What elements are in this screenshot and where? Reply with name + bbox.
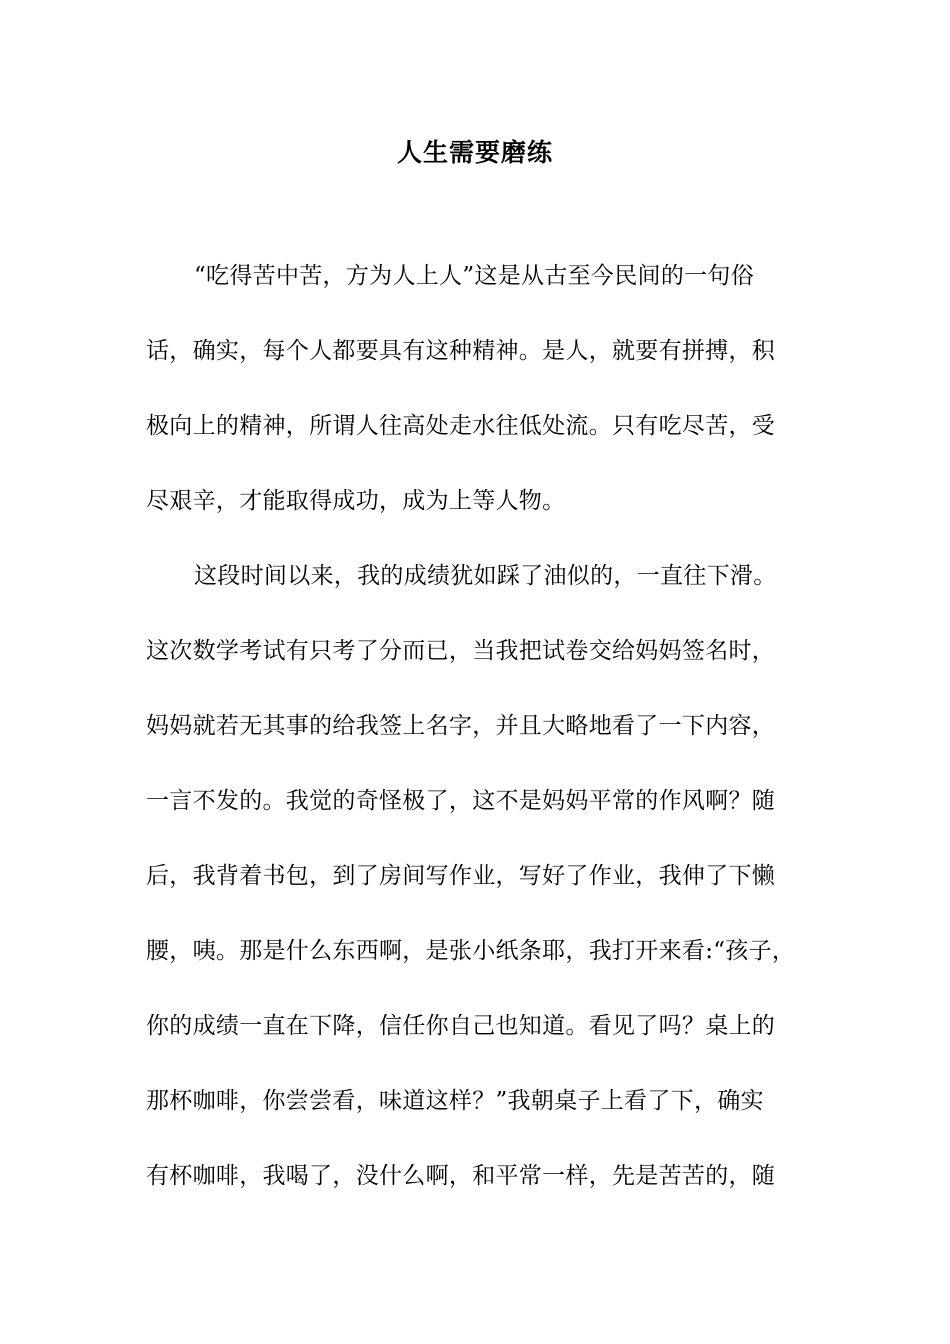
- paragraph-1-line-4: 尽艰辛，才能取得成功，成为上等人物。: [146, 488, 566, 514]
- paragraph-2-line-2: 这次数学考试有只考了分而已，当我把试卷交给妈妈签名时，: [146, 638, 776, 664]
- paragraph-2-line-8: 那杯咖啡，你尝尝看，味道这样？”我朝桌子上看了下，确实: [146, 1088, 764, 1114]
- paragraph-2-line-4: 一言不发的。我觉的奇怪极了，这不是妈妈平常的作风啊？随: [146, 788, 776, 814]
- paragraph-2-line-5: 后，我背着书包，到了房间写作业，写好了作业，我伸了下懒: [146, 863, 776, 889]
- paragraph-2-line-6: 腰，咦。那是什么东西啊，是张小纸条耶，我打开来看:“孩子，: [146, 938, 796, 964]
- paragraph-2-line-1: 这段时间以来，我的成绩犹如踩了油似的，一直往下滑。: [194, 563, 777, 589]
- paragraph-1-line-1: “吃得苦中苦，方为人上人”这是从古至今民间的一句俗: [194, 263, 755, 289]
- paragraph-2-line-9: 有杯咖啡，我喝了，没什么啊，和平常一样，先是苦苦的，随: [146, 1163, 776, 1189]
- paragraph-1-line-3: 极向上的精神，所谓人往高处走水往低处流。只有吃尽苦，受: [146, 413, 776, 439]
- paragraph-2-line-7: 你的成绩一直在下降，信任你自己也知道。看见了吗？桌上的: [146, 1013, 776, 1039]
- document-title: 人生需要磨练: [396, 138, 553, 167]
- paragraph-2-line-3: 妈妈就若无其事的给我签上名字，并且大略地看了一下内容，: [146, 713, 776, 739]
- paragraph-1-line-2: 话，确实，每个人都要具有这种精神。是人，就要有拼搏，积: [146, 338, 776, 364]
